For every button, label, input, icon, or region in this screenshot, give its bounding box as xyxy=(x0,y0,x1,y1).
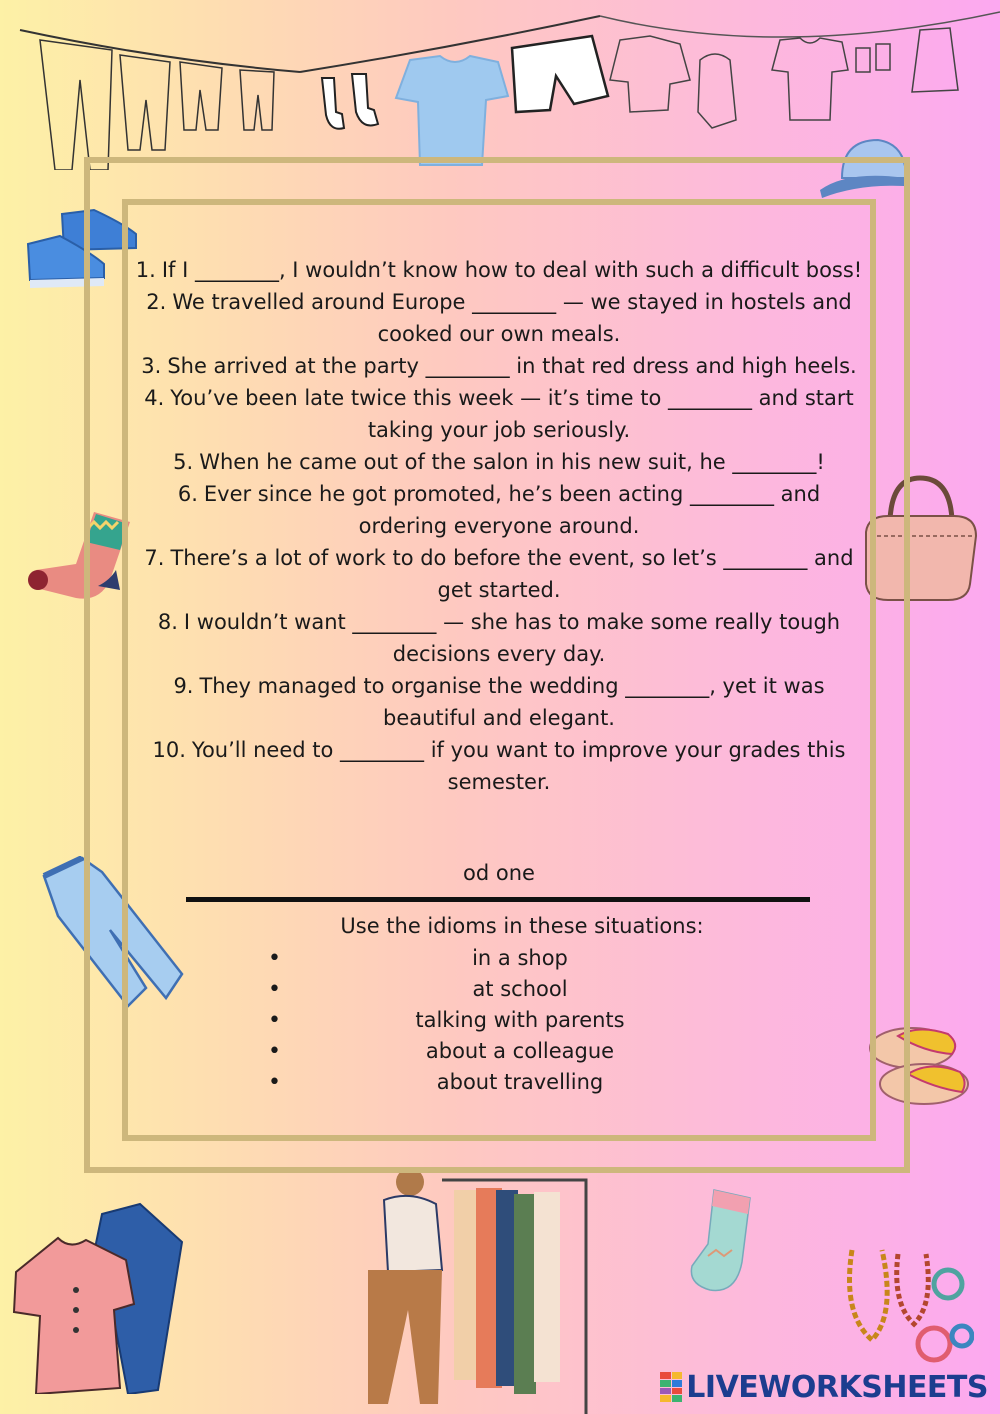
question-number: 1. xyxy=(135,258,156,282)
question-item xyxy=(132,542,866,606)
question-item xyxy=(132,670,866,734)
bullet-icon: • xyxy=(268,1039,281,1064)
divider-line xyxy=(186,897,810,902)
situation-text: at school xyxy=(472,977,568,1001)
question-text: I wouldn’t want ________ — she has to make some really tough decisions every day. xyxy=(183,610,841,666)
situation-item xyxy=(260,1036,780,1067)
question-text: When he came out of the salon in his new suit, he ________! xyxy=(199,450,825,474)
questions-list xyxy=(132,254,866,798)
shirt-and-jeans-illustration xyxy=(10,1200,190,1394)
question-text: If I ________, I wouldn’t know how to deal with such a difficult boss! xyxy=(161,258,863,282)
question-text: There’s a lot of work to do before the event, so let’s ________ and get started. xyxy=(170,546,854,602)
question-text: You’ve been late twice this week — it’s time to ________ and start taking your job seriously. xyxy=(170,386,854,442)
question-number: 3. xyxy=(141,354,162,378)
clothing-rack-illustration xyxy=(358,1160,594,1414)
question-item xyxy=(132,734,866,798)
question-item xyxy=(132,478,866,542)
situation-item xyxy=(260,1067,780,1098)
question-text: You’ll need to ________ if you want to improve your grades this semester. xyxy=(191,738,846,794)
question-item xyxy=(132,606,866,670)
situation-text: about travelling xyxy=(436,1070,604,1094)
situation-item xyxy=(260,974,780,1005)
question-number: 4. xyxy=(144,386,165,410)
logo-mark-icon xyxy=(660,1372,682,1402)
question-text: We travelled around Europe ________ — we stayed in hostels and cooked our own meals. xyxy=(172,290,852,346)
bullet-icon: • xyxy=(268,1008,281,1033)
question-item xyxy=(132,254,866,286)
situation-item xyxy=(260,1005,780,1036)
question-item xyxy=(132,446,866,478)
question-item xyxy=(132,382,866,446)
situation-text: talking with parents xyxy=(415,1008,625,1032)
question-number: 10. xyxy=(152,738,186,762)
question-number: 7. xyxy=(144,546,165,570)
question-number: 8. xyxy=(157,610,178,634)
question-item xyxy=(132,350,866,382)
bullet-icon: • xyxy=(268,977,281,1002)
question-text: They managed to organise the wedding ________, yet it was beautiful and elegant. xyxy=(199,674,825,730)
logo-text: LIVEWORKSHEETS xyxy=(686,1369,988,1405)
question-number: 6. xyxy=(177,482,198,506)
jewelry-illustration xyxy=(838,1244,974,1374)
question-item xyxy=(132,286,866,350)
bullet-icon: • xyxy=(268,946,281,971)
sock-illustration-right xyxy=(684,1184,766,1300)
situations-title: Use the idioms in these situations: xyxy=(340,914,704,938)
situation-text: in a shop xyxy=(472,946,568,970)
question-number: 9. xyxy=(173,674,194,698)
situation-item xyxy=(260,943,780,974)
liveworksheets-logo[interactable] xyxy=(660,1370,988,1404)
situation-text: about a colleague xyxy=(425,1039,615,1063)
stray-text: od one xyxy=(463,861,535,885)
question-number: 2. xyxy=(146,290,167,314)
question-number: 5. xyxy=(173,450,194,474)
question-text: She arrived at the party ________ in that red dress and high heels. xyxy=(167,354,857,378)
question-text: Ever since he got promoted, he’s been acting ________ and ordering everyone around. xyxy=(203,482,821,538)
situations-list xyxy=(260,943,780,1098)
bullet-icon: • xyxy=(268,1070,281,1095)
